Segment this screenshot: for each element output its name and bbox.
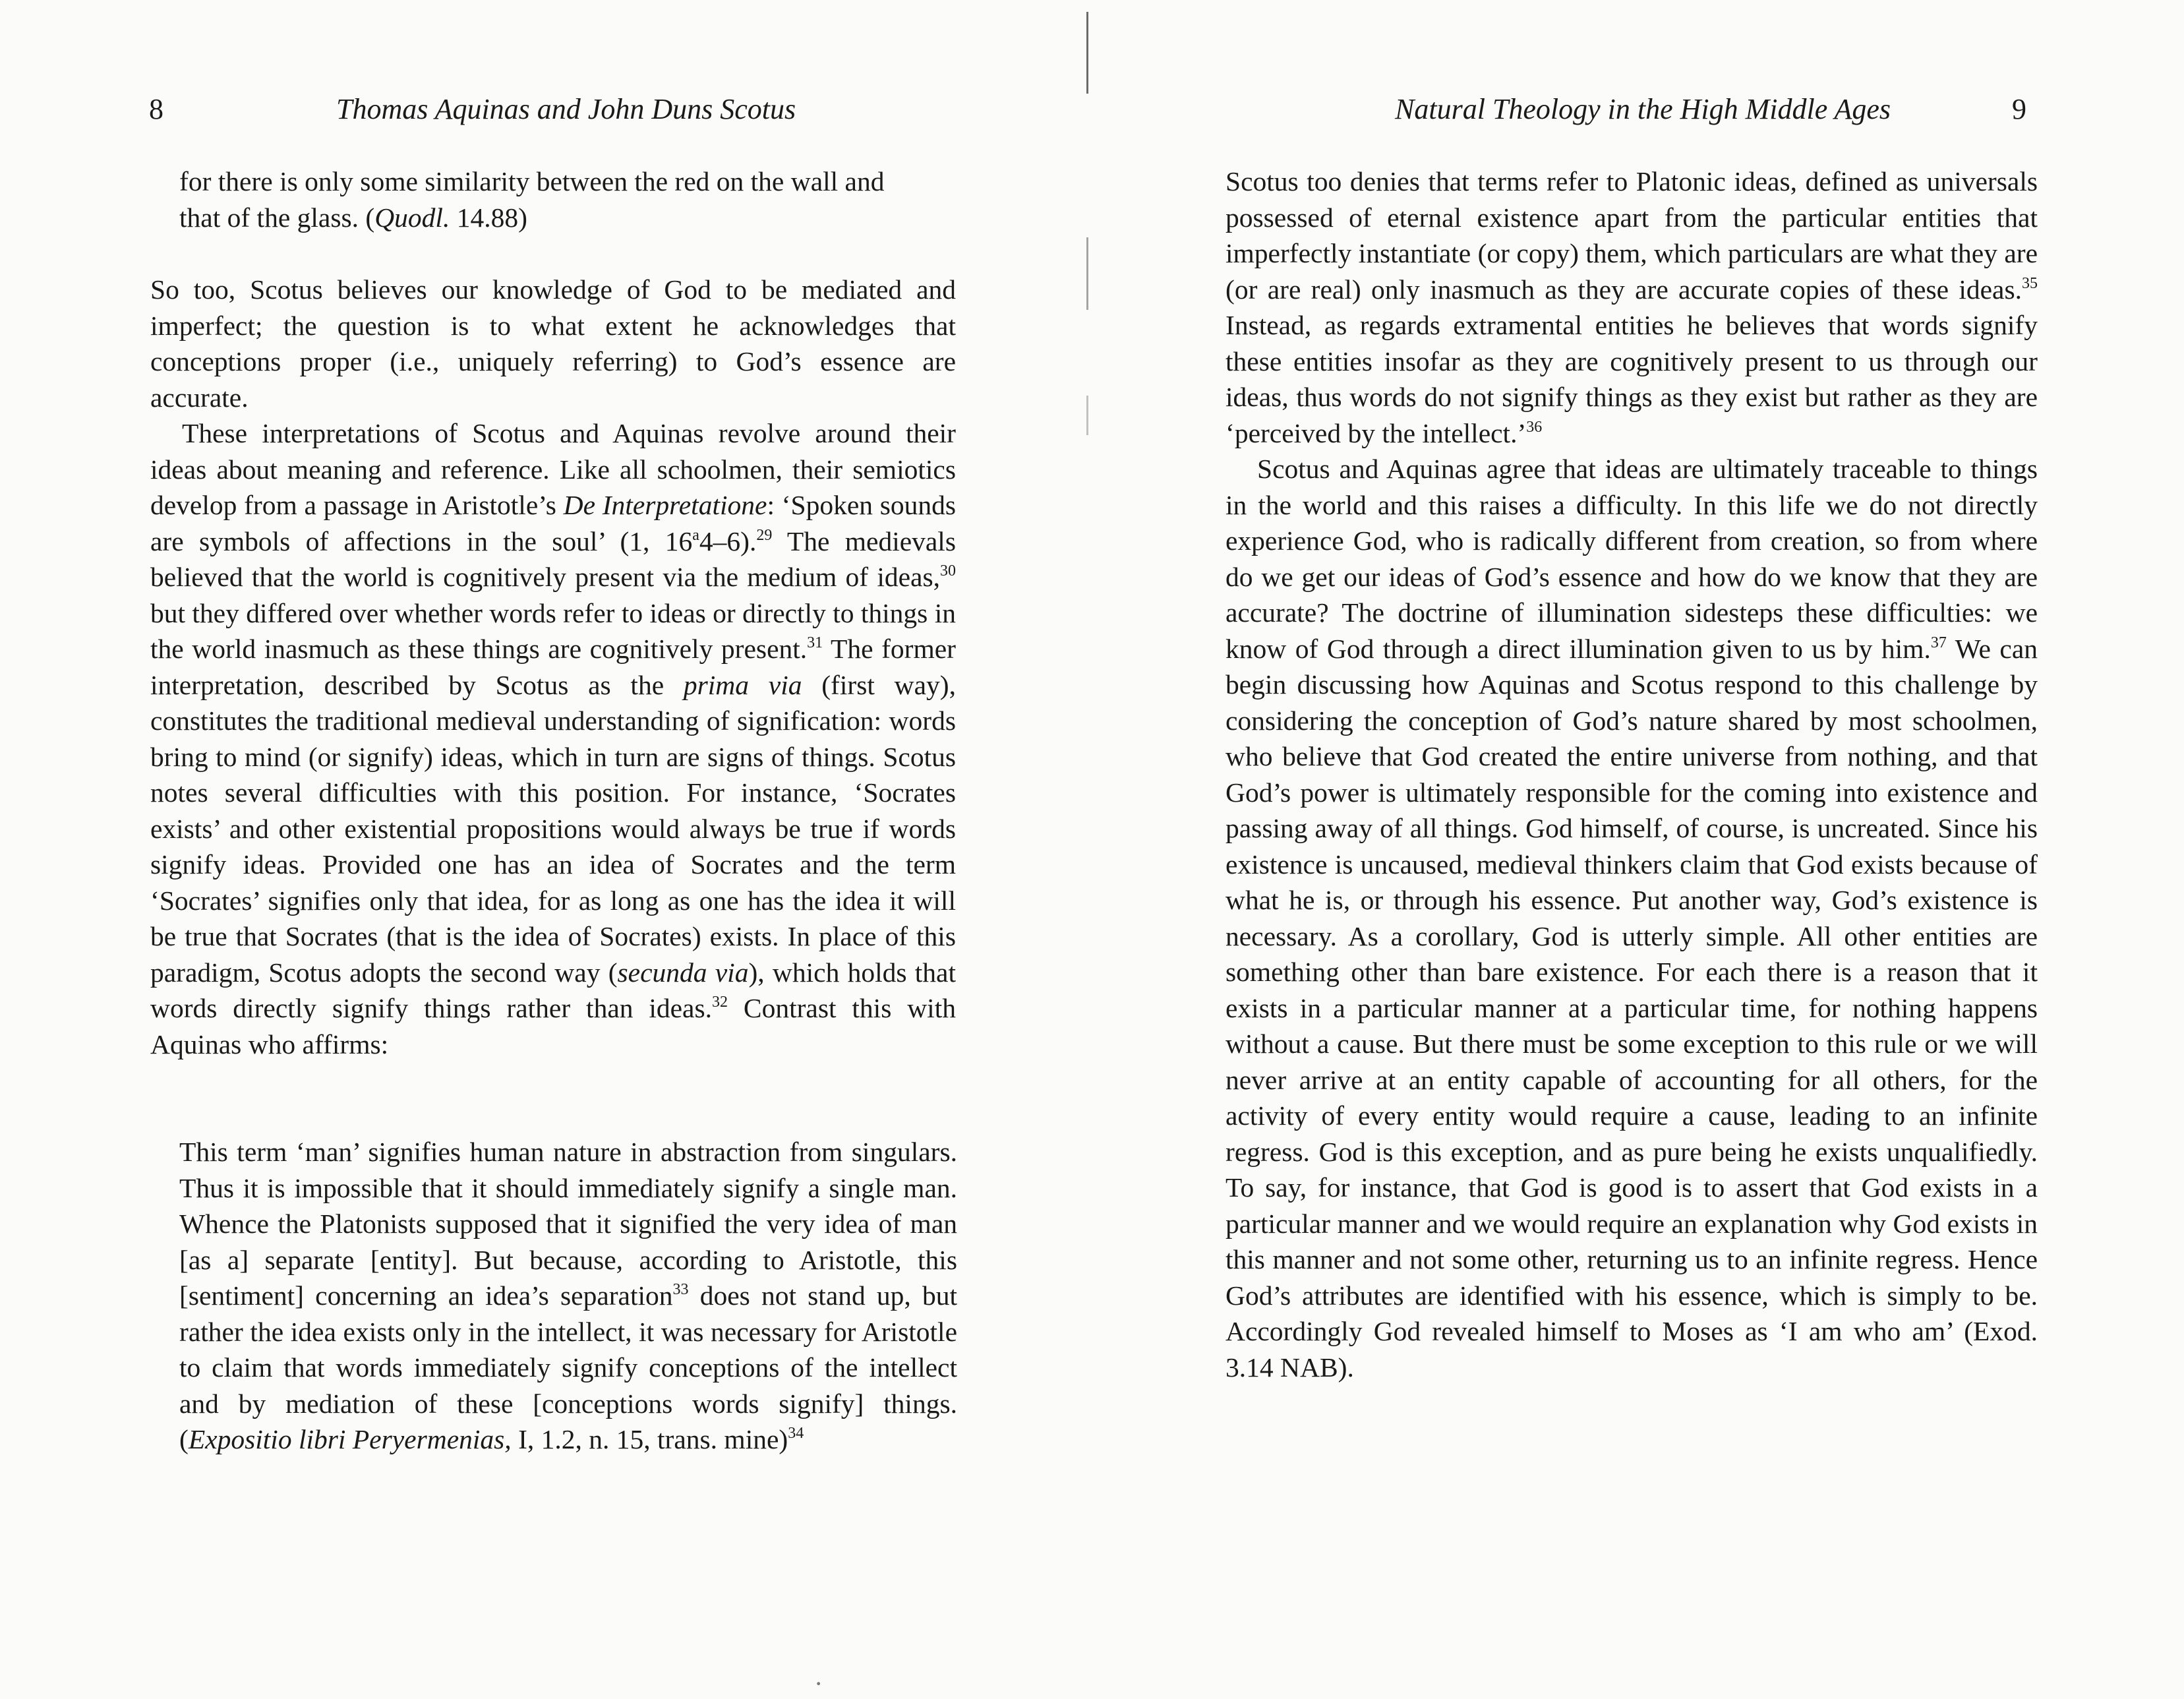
paragraph: Scotus too denies that terms refer to Platonic ideas, defined as universals possessed of eternal existence apart from the particular entities that imperfectly instantiate (or copy) them, which particulars are what they are (or are real) only inasmuch as they are accurate copies of these ideas.$^{35}$ Instead, as regards extramental entities he believes that words signify these entities insofar as they are cognitively present to us through our ideas, thus words do not signify things as they exist but rather as they are ‘perceived by the intellect.’$^{36}$ xyxy=(1225,166,2038,448)
footnote-ref: 32 xyxy=(712,994,728,1011)
citation: Quodl. xyxy=(374,202,450,233)
block-quote-2: This term ‘man’ signifies human nature in abstraction from singulars. Thus it is impossible that it should immediately signify a single man. Whence the Platonists supposed that it signified the very idea of man [as a] separate [entity]. But because, according to Aristotle, this [sentiment] concerning an idea’s separation$^{33}$ does not stand up, but rather the idea exists only in the intellect, it was necessary for Aristotle to claim that words immediately signify conceptions of the intellect and by mediation of these [conceptions words signify] things. (Expositio libri Peryermenias, I, 1.2, n. 15, trans. mine)$^{34}$ xyxy=(179,1137,957,1454)
left-page xyxy=(0,0,1088,1696)
quote-line: that of the glass. (Quodl. 14.88) xyxy=(179,202,527,233)
footnote-ref: 33 xyxy=(672,1281,689,1298)
page-number: 8 xyxy=(149,93,163,125)
footnote-ref: 35 xyxy=(2022,274,2038,292)
paragraph: So too, Scotus believes our knowledge of God to be mediated and imperfect; the question is to what extent he acknowledges that conceptions proper (i.e., uniquely referring) to God’s essence are accurate. xyxy=(150,274,956,413)
footnote-ref: 30 xyxy=(940,562,956,580)
paragraph: These interpretations of Scotus and Aquinas revolve around their ideas about meaning and reference. Like all schoolmen, their semiotics develop from a passage in Aristotle’s De Interpretatione: ‘Spoken sounds are symbols of affections in the soul’ (1, 16$^a$4–6).$^{29}$ The medievals believed that the world is cognitively present via the medium of ideas,$^{30}$ but they differed over whether words refer to ideas or directly to things in the world inasmuch as these things are cognitively present.$^{31}$ The former interpretation, described by Scotus as the prima via (first way), constitutes the traditional medieval understanding of signification: words bring to mind (or signify) ideas, which in turn are signs of things. Scotus notes several difficulties with this position. For instance, ‘Socrates exists’ and other existential propositions would always be true if words signify ideas. Provided one has an idea of Socrates and the term ‘Socrates’ signifies only that idea, for as long as one has the idea it will be true that Socrates (that is the idea of Socrates) exists. In place of this paradigm, Scotus adopts the second way (secunda via), which holds that words directly signify things rather than ideas.$^{32}$ Contrast this with Aquinas who affirms: xyxy=(150,418,957,1059)
footnote-ref: 29 xyxy=(756,526,773,544)
footnote-ref: 36 xyxy=(1526,418,1543,436)
footnote-ref: 34 xyxy=(788,1425,804,1442)
body-text xyxy=(1225,164,2038,1385)
body-text xyxy=(150,272,956,1062)
footnote-ref: 37 xyxy=(1930,634,1947,651)
running-head: Natural Theology in the High Middle Ages xyxy=(1395,93,1891,125)
right-page xyxy=(1088,0,2184,1696)
page-number: 9 xyxy=(2012,93,2026,125)
citation: Expositio libri Peryermenias, xyxy=(188,1424,512,1454)
quote-line: for there is only some similarity between the red on the wall and xyxy=(179,166,885,196)
paragraph: Scotus and Aquinas agree that ideas are ultimately traceable to things in the world and this raises a difficulty. In this life we do not directly experience God, who is radically different from creation, so from where do we get our ideas of God’s essence and how do we know that they are accurate? The doctrine of illumination sidesteps these difficulties: we know of God through a direct illumination given to us by him.$^{37}$ We can begin discussing how Aquinas and Scotus respond to this challenge by considering the conception of God’s nature shared by most schoolmen, who believe that God created the entire universe from nothing, and that God’s power is ultimately responsible for the coming into existence and passing away of all things. God himself, of course, is uncreated. Since his existence is uncaused, medieval thinkers claim that God exists because of what he is, or through his essence. Put another way, God’s existence is necessary. As a corollary, God is utterly simple. All other entities are something other than bare existence. For each there is a reason that it exists in a particular manner at a particular time, for nothing happens without a cause. But there must be some exception to this rule or we will never arrive at an entity capable of accounting for all others, for the activity of every entity would require a cause, leading to an infinite regress. God is this exception, and as pure being he exists unqualifiedly. To say, for instance, that God is good is to assert that God exists in a particular manner and we would require an explanation why God exists in this manner and not some other, returning us to an infinite regress. Hence God’s attributes are identified with his essence, which is simply to be. Accordingly God revealed himself to Moses as ‘I am who am’ (Exod. 3.14 NAB). xyxy=(1225,454,2038,1383)
running-head: Thomas Aquinas and John Duns Scotus xyxy=(336,93,796,125)
block-quote-1 xyxy=(179,164,957,235)
footnote-ref: 31 xyxy=(807,634,823,651)
scan-mark: · xyxy=(814,1669,823,1698)
